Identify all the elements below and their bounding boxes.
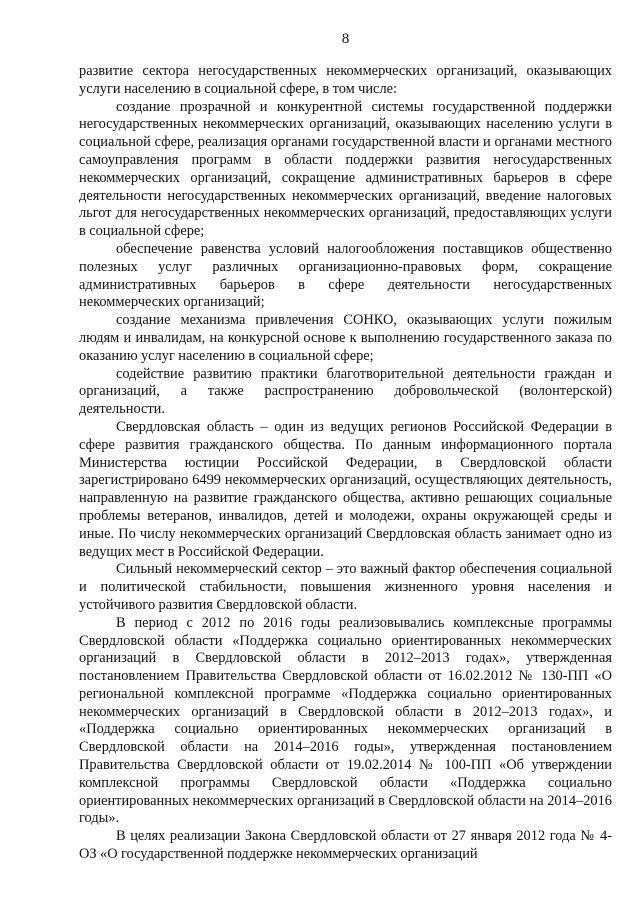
paragraph-transparent-support-system: создание прозрачной и конкурентной системы государственной поддержки негосударственных некоммерческих организаций, оказывающих населению услуги в социальной сфере, реализация органами государственной власти и органами местного самоуправления программ в области поддержки развития негосударственных некоммерческих организаций, сокращение административных барьеров в сфере деятельности негосударственных некоммерческих организаций, введение налоговых льгот для негосударственных некоммерческих организаций, предоставляющих услуги в социальной сфере; bbox=[79, 98, 612, 240]
paragraph-intro: развитие сектора негосударственных некоммерческих организаций, оказывающих услуги населению в социальной сфере, в том числе: bbox=[79, 63, 612, 97]
document-page bbox=[79, 30, 612, 864]
paragraph-law-implementation: В целях реализации Закона Свердловской области от 27 января 2012 года № 4-ОЗ «О государственной поддержке некоммерческих организаций bbox=[79, 828, 612, 863]
paragraph-charity-support: содействие развитию практики благотворительной деятельности граждан и организаций, а также распространению добровольческой (волонтерской) деятельности. bbox=[79, 365, 612, 418]
paragraph-sverdlovsk-region: Свердловская область – один из ведущих регионов Российской Федерации в сфере развития гражданского общества. По данным информационного портала Министерства юстиции Российской Федерации, в Свердловской области зарегистрировано 6499 некоммерческих организаций, осуществляющих деятельность, направленную на развитие гражданского общества, активно решающих социальные проблемы ветеранов, инвалидов, детей и молодежи, охраны окружающей среды и иные. По числу некоммерческих организаций Свердловская область занимает одно из ведущих мест в Российской Федерации. bbox=[79, 418, 612, 560]
paragraph-tax-equality: обеспечение равенства условий налогообложения поставщиков общественно полезных услуг различных организационно-правовых форм, сокращение административных барьеров в сфере деятельности негосударственных некоммерческих организаций; bbox=[79, 240, 612, 311]
paragraph-nonprofit-sector: Сильный некоммерческий сектор – это важный фактор обеспечения социальной и политической стабильности, повышения жизненного уровня населения и устойчивого развития Свердловской области. bbox=[79, 561, 612, 613]
paragraph-programs-2012-2016: В период с 2012 по 2016 годы реализовывались комплексные программы Свердловской области «Поддержка социально ориентированных некоммерческих организаций в Свердловской области в 2012–2013 годах», утвержденная постановлением Правительства Свердловской области от 16.02.2012 № 130-ПП «О региональной комплексной программе «Поддержка социально ориентированных некоммерческих организаций в Свердловской области в 2012–2013 годах», и «Поддержка социально ориентированных некоммерческих организаций в Свердловской области на 2014–2016 годы», утвержденная постановлением Правительства Свердловской области от 19.02.2014 № 100-ПП «Об утверждении комплексной программы Свердловской области «Поддержка социально ориентированных некоммерческих организаций в Свердловской области на 2014–2016 годы». bbox=[79, 614, 612, 827]
paragraph-sonko-mechanism: создание механизма привлечения СОНКО, оказывающих услуги пожилым людям и инвалидам, на конкурсной основе к выполнению государственного заказа по оказанию услуг населению в социальной сфере; bbox=[79, 312, 612, 364]
page-number: 8 bbox=[341, 31, 350, 47]
